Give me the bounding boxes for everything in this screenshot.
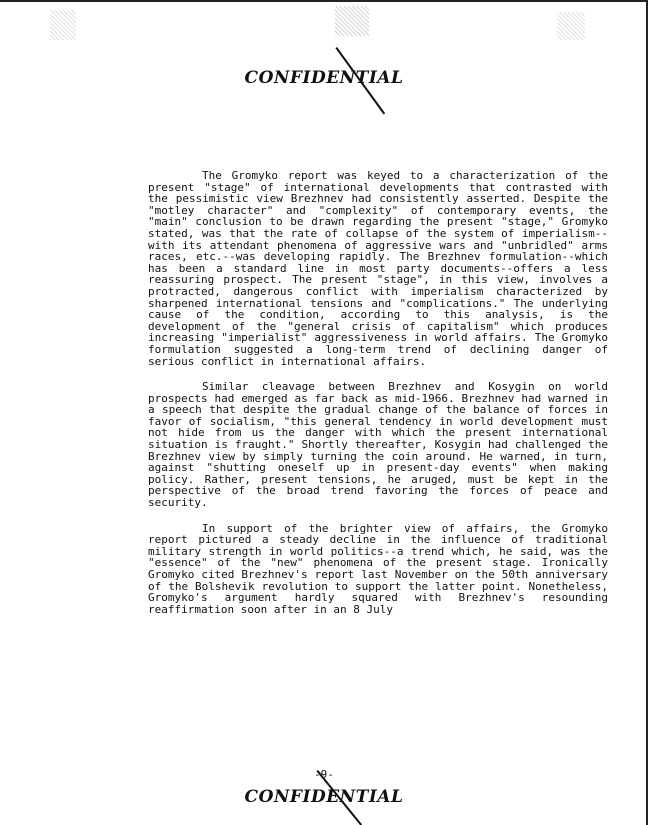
- paragraph: Similar cleavage between Brezhnev and Kosygin on world prospects had emerged as far back as mid-1966. Brezhnev had warned in a speech that despite the gradual change of the balance of forces in favor of socialism, "this general tendency in world development must not hide from us the danger with which the present international situation is fraught." Shortly thereafter, Kosygin had challenged the Brezhnev view by simply turning the coin around. He warned, in turn, against "shutting oneself up in present-day events" when making policy. Rather, present tensions, he aruged, must be kept in the perspective of the broad trend favoring the forces of peace and security.: [148, 380, 608, 510]
- scan-smudge: [50, 10, 76, 40]
- scan-smudge: [557, 12, 585, 40]
- page-number: -9-: [314, 768, 334, 781]
- classification-footer: CONFIDENTIAL: [244, 787, 404, 807]
- document-body: [148, 170, 608, 629]
- classification-header: CONFIDENTIAL: [244, 68, 404, 88]
- paragraph: In support of the brighter view of affairs, the Gromyko report pictured a steady decline in the influence of traditional military strength in world politics--a trend which, he said, was the "essence" of the "new" phenomena of the present stage. Ironically Gromyko cited Brezhnev's report last November on the 50th anniversary of the Bolshevik revolution to support the latter point. Nonetheless, Gromyko's argument hardly squared with Brezhnev's resounding reaffirmation soon after in an 8 July: [148, 521, 608, 616]
- paragraph: The Gromyko report was keyed to a characterization of the present "stage" of international developments that contrasted with the pessimistic view Brezhnev had consistently asserted. Despite the "motley character" and "complexity" of contemporary events, the "main" conclusion to be drawn regarding the present "stage," Gromyko stated, was that the rate of collapse of the system of imperialism--with its attendant phenomena of aggressive wars and "unbridled" arms races, etc.--was developing rapidly. The Brezhnev formulation--which has been a standard line in most party documents--offers a less reassuring prospect. The present "stage", in this view, involves a protracted, dangerous conflict with imperialism characterized by sharpened international tensions and "complications." The underlying cause of the condition, according to this analysis, is the development of the "general crisis of capitalism" which produces increasing "imperialist" aggressiveness in world affairs. The Gromyko formulation suggested a long-term trend of declining danger of serious conflict in international affairs.: [148, 169, 608, 368]
- scan-smudge: [335, 6, 369, 36]
